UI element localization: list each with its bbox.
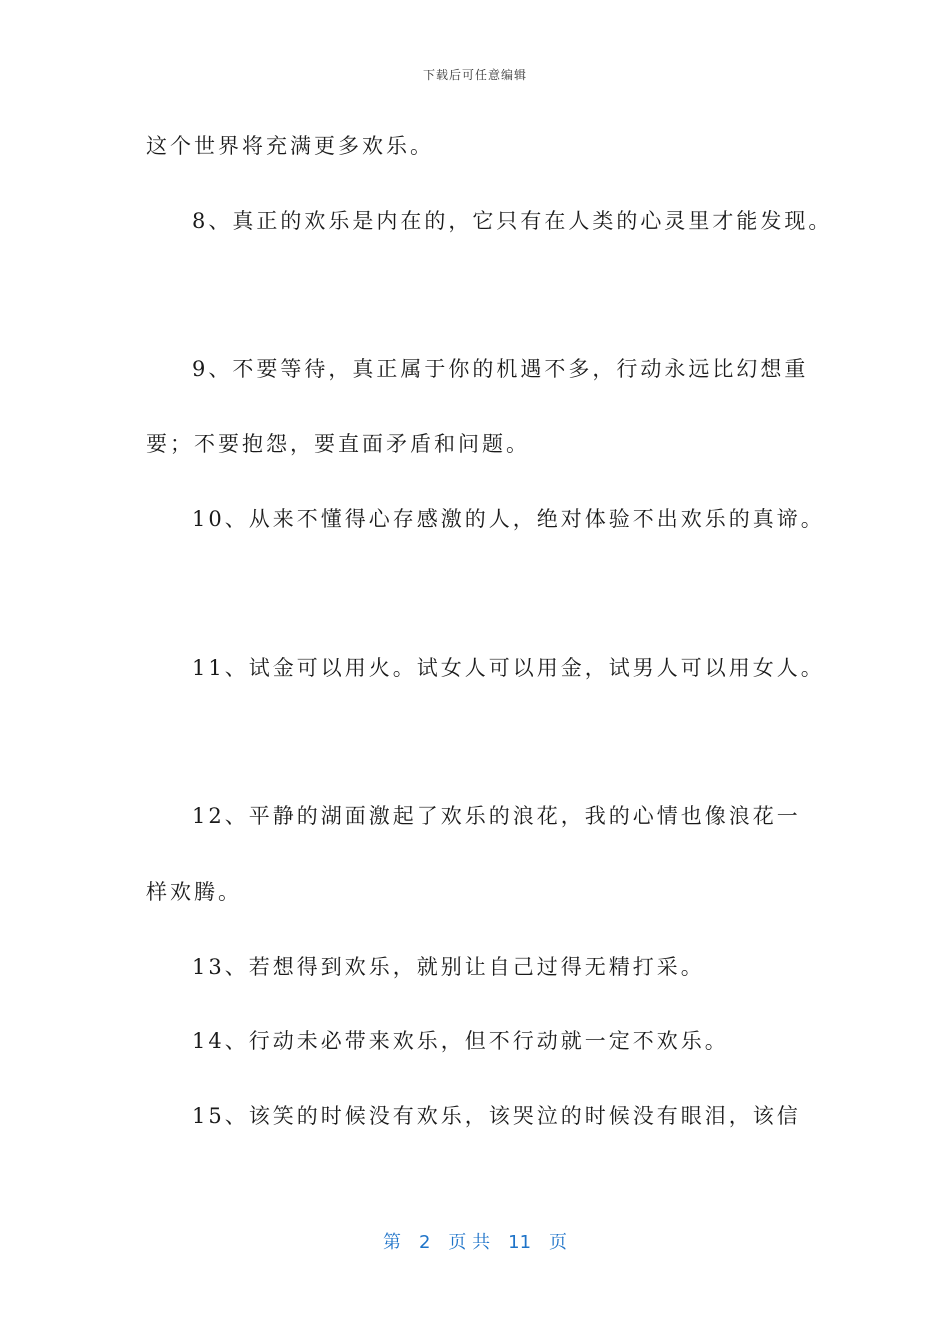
text-line: 要；不要抱怨，要直面矛盾和问题。 — [146, 432, 530, 456]
text-line: 12、平静的湖面激起了欢乐的浪花，我的心情也像浪花一 — [192, 804, 801, 828]
text-line: 10、从来不懂得心存感激的人，绝对体验不出欢乐的真谛。 — [192, 507, 825, 531]
text-line: 8、真正的欢乐是内在的，它只有在人类的心灵里才能发现。 — [192, 209, 833, 233]
footer-middle: 页 共 — [448, 1232, 491, 1253]
text-line: 这个世界将充满更多欢乐。 — [146, 134, 434, 158]
text-line: 14、行动未必带来欢乐，但不行动就一定不欢乐。 — [192, 1029, 729, 1053]
text-line: 15、该笑的时候没有欢乐，该哭泣的时候没有眼泪，该信 — [192, 1104, 801, 1128]
text-line: 9、不要等待，真正属于你的机遇不多，行动永远比幻想重 — [192, 357, 809, 381]
footer-suffix: 页 — [549, 1232, 568, 1253]
total-pages-number: 11 — [508, 1232, 532, 1253]
text-line: 11、试金可以用火。试女人可以用金，试男人可以用女人。 — [192, 656, 825, 680]
page-header: 下载后可任意编辑 — [422, 68, 527, 82]
footer-prefix: 第 — [382, 1232, 401, 1253]
page-footer — [0, 1228, 950, 1254]
text-line: 样欢腾。 — [146, 880, 242, 904]
text-line: 13、若想得到欢乐，就别让自己过得无精打采。 — [192, 955, 705, 979]
current-page-number: 2 — [418, 1232, 431, 1253]
